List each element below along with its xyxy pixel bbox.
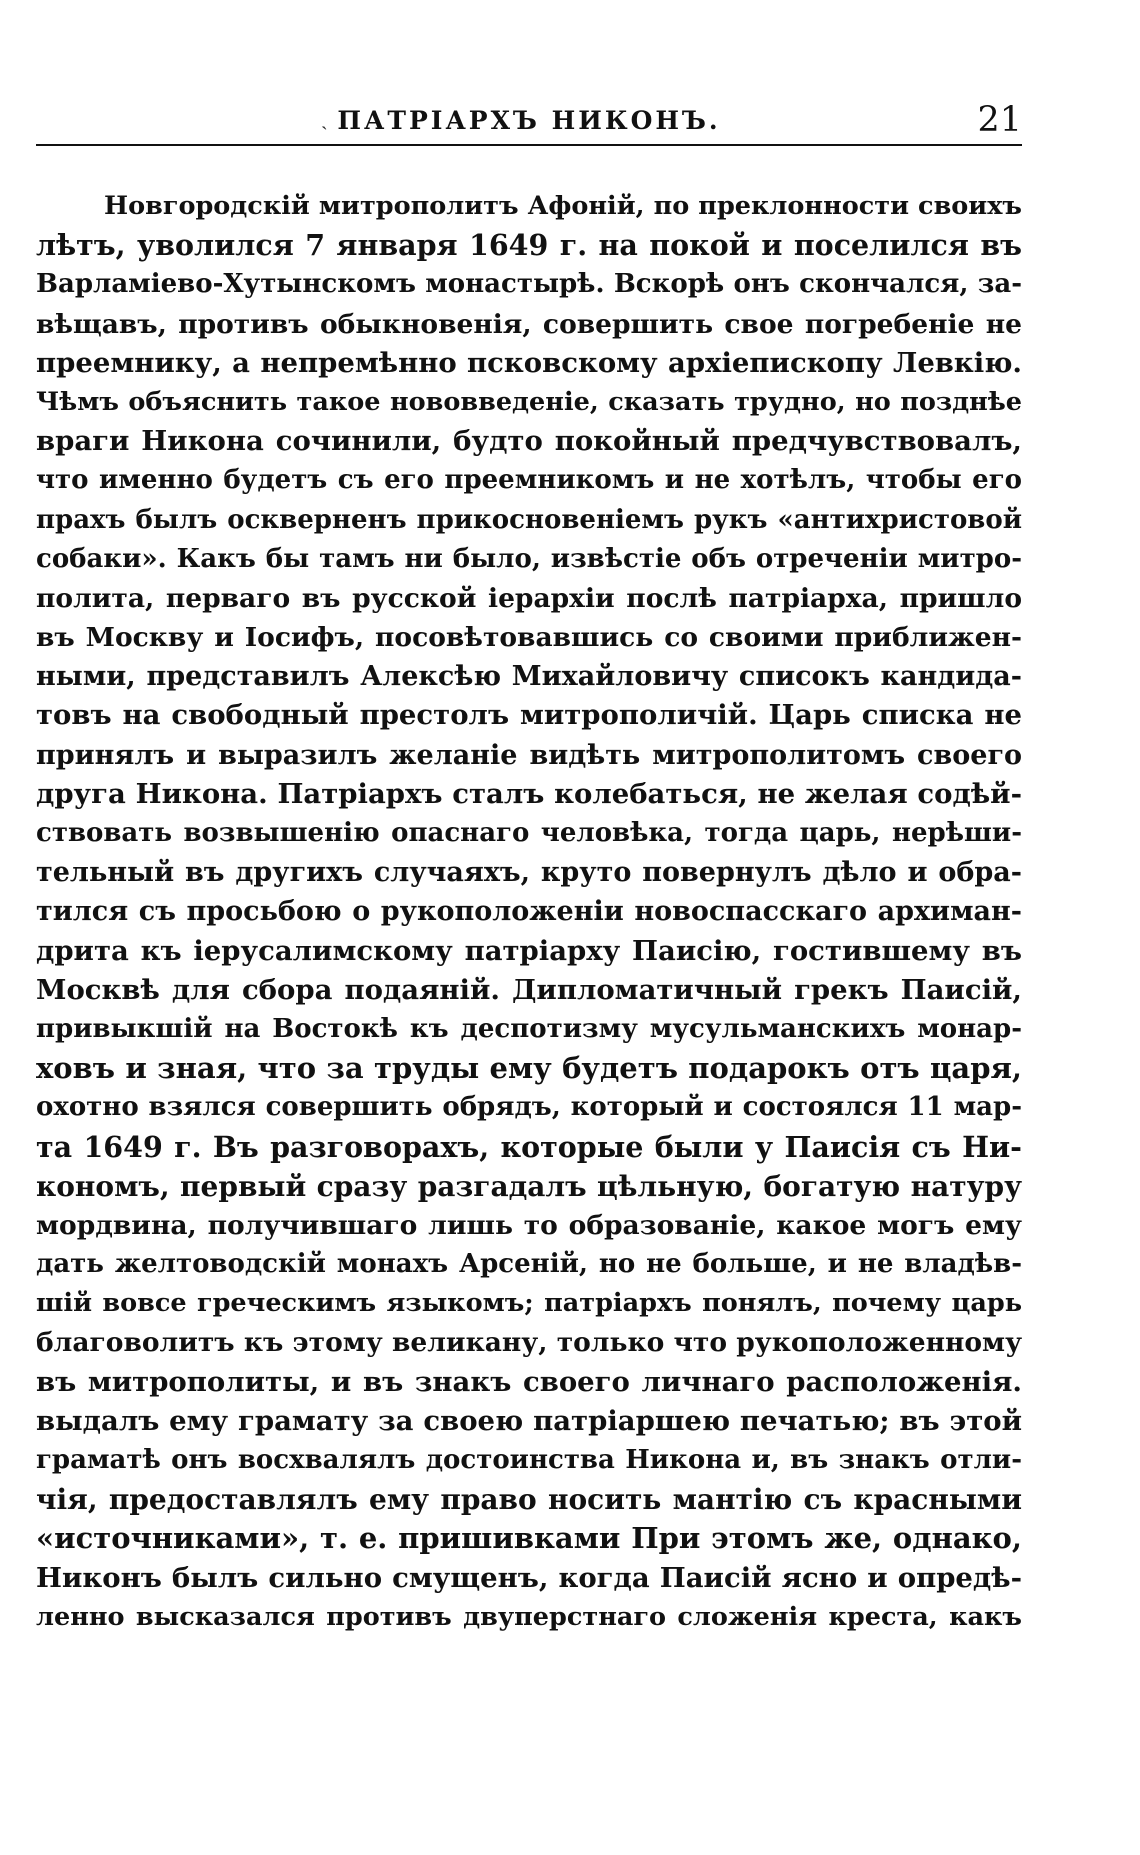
text-line: товъ на свободный престолъ митрополичій. Царь списка не [36, 699, 1022, 732]
text-line: вѣщавъ, противъ обыкновенія, совершить свое погребеніе не [36, 308, 1022, 340]
header-rule [36, 144, 1022, 146]
header-mark: ˎ [321, 106, 328, 130]
page-number: 21 [977, 100, 1022, 140]
text-line: собаки». Какъ бы тамъ ни было, извѣстіе объ отреченіи митро- [36, 543, 1022, 574]
text-line: кономъ, первый сразу разгадалъ цѣльную, богатую натуру [36, 1169, 1022, 1203]
text-line: шій вовсе греческимъ языкомъ; патріархъ понялъ, почему царь [36, 1288, 1022, 1319]
text-line: ленно высказался противъ двуперстнаго сложенія креста, какъ [36, 1601, 1022, 1632]
text-line: граматѣ онъ восхвалялъ достоинства Никона и, въ знакъ отли- [36, 1445, 1022, 1475]
text-line: дрита къ іерусалимскому патріарху Паисію, гостившему въ [36, 934, 1022, 967]
text-line: дать желтоводскій монахъ Арсеній, но не больше, и не владѣв- [36, 1249, 1022, 1280]
text-line: друга Никона. Патріархъ сталъ колебаться, не желая содѣй- [36, 777, 1022, 810]
text-line: въ митрополиты, и въ знакъ своего личнаго расположенія. [36, 1365, 1022, 1398]
text-line: привыкшій на Востокѣ къ деспотизму мусульманскихъ монар- [36, 1013, 1022, 1044]
text-line: прахъ былъ оскверненъ прикосновеніемъ рукъ «антихристовой [36, 504, 1022, 535]
text-line: чія, предоставлялъ ему право носить мантію съ красными [36, 1483, 1022, 1517]
text-line: лѣтъ, уволился 7 января 1649 г. на покой и поселился въ [36, 228, 1022, 263]
running-header [36, 100, 1022, 146]
text-line: тельный въ другихъ случаяхъ, круто повернулъ дѣло и обра- [36, 857, 1022, 889]
text-line: «источниками», т. е. пришивками При этомъ же, однако, [36, 1521, 1022, 1556]
text-line: охотно взялся совершить обрядъ, который и состоялся 11 мар- [36, 1092, 1022, 1123]
text-line: Новгородскій митрополитъ Афоній, по преклонности своихъ [104, 191, 1022, 221]
text-line: принялъ и выразилъ желаніе видѣть митрополитомъ своего [36, 739, 1022, 771]
text-line: мордвина, получившаго лишь то образованіе, какое могъ ему [36, 1209, 1022, 1241]
text-line: ными, представилъ Алексѣю Михайловичу списокъ кандида- [36, 661, 1022, 693]
body-text [36, 187, 1022, 1637]
text-line: враги Никона сочинили, будто покойный предчувствовалъ, [36, 425, 1022, 458]
text-line: преемнику, а непремѣнно псковскому архіепископу Левкію. [36, 346, 1022, 379]
text-line: Варламіево-Хутынскомъ монастырѣ. Вскорѣ онъ скончался, за- [36, 269, 1022, 300]
text-line: Никонъ былъ сильно смущенъ, когда Паисій ясно и опредѣ- [36, 1561, 1022, 1594]
text-line: полита, перваго въ русской іерархіи послѣ патріарха, пришло [36, 582, 1022, 614]
text-line: ствовать возвышенію опаснаго человѣка, тогда царь, нерѣши- [36, 818, 1022, 848]
text-line: въ Москву и Іосифъ, посовѣтовавшись со своими приближен- [36, 622, 1022, 654]
text-line: Чѣмъ объяснить такое нововведеніе, сказать трудно, но позднѣе [36, 386, 1022, 417]
running-title: ПАТРІАРХЪ НИКОНЪ. [337, 106, 721, 135]
text-line: тился съ просьбою о рукоположеніи новоспасскаго архиман- [36, 896, 1022, 928]
text-line: Москвѣ для сбора подаяній. Дипломатичный грекъ Паисій, [36, 973, 1022, 1006]
text-line: благоволитъ къ этому великану, только что рукоположенному [36, 1327, 1023, 1359]
text-line: что именно будетъ съ его преемникомъ и не хотѣлъ, чтобы его [36, 465, 1022, 496]
text-line: выдалъ ему грамату за своею патріаршею печатью; въ этой [36, 1404, 1022, 1437]
text-line: ховъ и зная, что за труды ему будетъ подарокъ отъ царя, [36, 1051, 1022, 1086]
text-line: та 1649 г. Въ разговорахъ, которые были у Паисія съ Ни- [36, 1129, 1022, 1164]
